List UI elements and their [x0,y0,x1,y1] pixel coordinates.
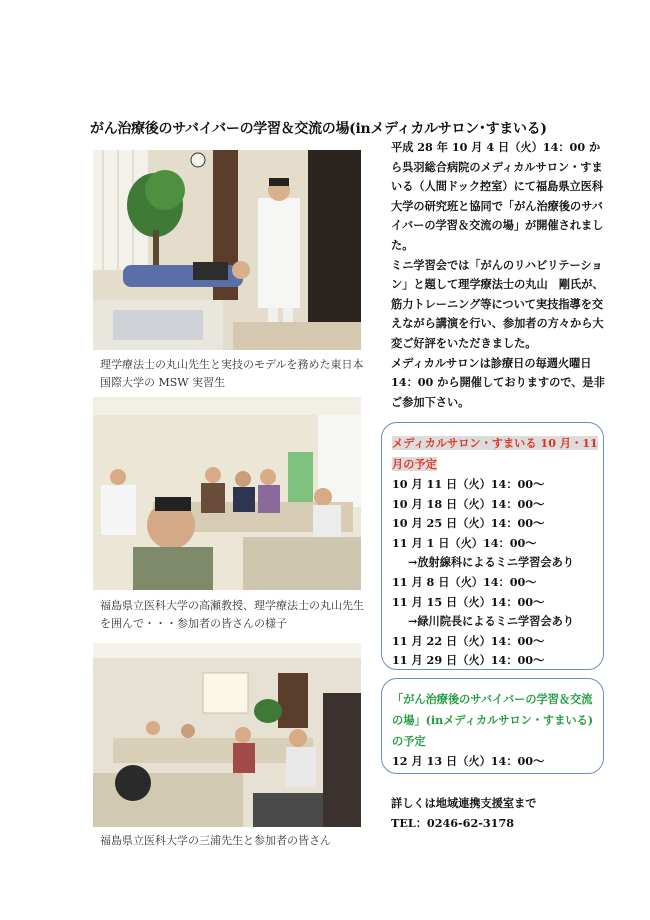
page-title: がん治療後のサバイバーの学習＆交流の場(inメディカルサロン･すまいる) [90,121,547,137]
schedule-item: 10 月 25 日（火）14：00～ [392,516,545,531]
photo-caption-2: 福島県立医科大学の高瀬教授、理学療法士の丸山先生を囲んで・・・参加者の皆さんの様子 [100,599,364,630]
photo-caption-3: 福島県立医科大学の三浦先生と参加者の皆さん [100,834,331,847]
photo-caption-1: 理学療法士の丸山先生と実技のモデルを務めた東日本国際大学の MSW 実習生 [100,358,364,389]
schedule-box [381,422,604,670]
intro-text [391,138,611,412]
event-box [381,678,604,774]
contact-phone: TEL：0246-62-3178 [391,816,515,830]
schedule-item: 10 月 11 日（火）14：00～ [392,477,545,491]
schedule-item: 11 月 22 日（火）14：00～ [392,633,545,648]
event-date: 12 月 13 日（火）14：00～ [392,754,545,768]
photo-group [93,643,361,827]
contact-line: 詳しくは地域連携支援室まで [391,796,537,810]
schedule-item: 11 月 15 日（火）14：00～ [392,594,545,609]
intro-paragraph-2: ミニ学習会では「がんのリハビリテーション」と題して理学療法士の丸山 剛氏が、筋力トレーニング等について実技指導を交えながら講演を行い、参加者の方々から大変ご好評をいただきました。 [391,257,604,350]
photo-demonstration [93,150,361,350]
event-title: 「がん治療後のサバイバーの学習＆交流の場」(inメディカルサロン・すまいる)の予定 [392,692,594,748]
photo-participants [93,397,361,590]
schedule-note: →放射線科によるミニ学習会あり [408,555,574,570]
schedule-item: 11 月 29 日（火）14：00～ [392,653,545,668]
schedule-item: 11 月 8 日（火）14：00～ [392,574,537,589]
intro-paragraph-3: メディカルサロンは診療日の毎週火曜日 14：00 から開催しておりますので、是非ご参加下さい。 [391,355,605,409]
schedule-item: 10 月 18 日（火）14：00～ [392,496,545,511]
schedule-list [392,475,603,671]
schedule-item: 11 月 1 日（火）14：00～ [392,535,537,550]
intro-paragraph-1: 平成 28 年 10 月 4 日（火）14：00 から呉羽総合病院のメディカルサロン・すまいる（人間ドック控室）にて福島県立医科大学の研究班と協同で「がん治療後のサバイバーの学習＆交流の場」が開催されました。 [391,140,604,252]
contact-info [391,793,536,833]
schedule-note: →緑川院長によるミニ学習会あり [408,614,574,629]
schedule-title: メディカルサロン・すまいる 10 月・11 月の予定 [392,436,598,471]
